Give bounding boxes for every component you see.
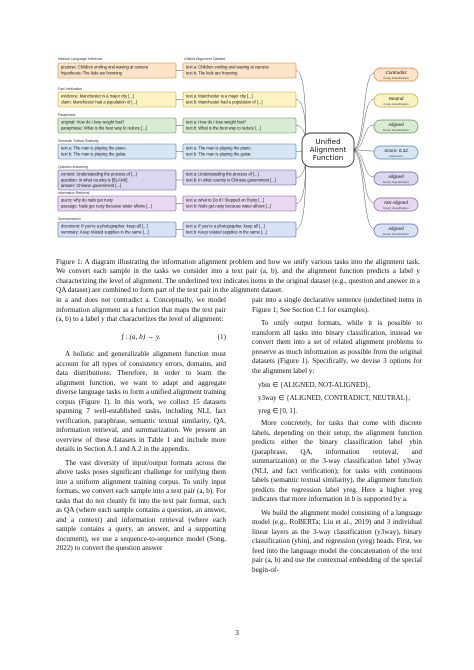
left-paragraph-3: The vast diversity of input/output formats across the above tasks poses significant challenge for unifying them into a uniform alignment training corpus. To unify input formats, we convert each sample into a text pair (a, b). For tasks that do not cleanly fit into the text pair format, such as QA (where each sample contains a question, an answer, and a context) and information retrieval (where each sample contains a query, an answer, and a supporting document), we use a sequence-to-sequence model (Song, 2022) to convert the question answer: [56, 458, 226, 552]
label-option-reg: yreg ∈ [0, 1].: [258, 407, 297, 415]
output-sub-label: binary classification: [382, 127, 410, 132]
mid-text-line: text a: Children smiling and waving at camera: [186, 64, 269, 70]
output-label: Contradict: [385, 69, 407, 75]
mid-text-line: text b: Manchester had a population of [...]: [186, 99, 263, 105]
left-text-line: document: If you're a photographer, keep all [...]: [61, 223, 148, 229]
mid-text-line: text b: The kids are frowning: [186, 70, 238, 76]
equation-text: f : (a, b) → y.: [121, 332, 161, 341]
mid-text-line: text b: Keep related supplies in the same [...]: [186, 229, 267, 235]
group-label: Paraphrase: [58, 113, 76, 117]
output-label: Not Aligned: [384, 199, 408, 205]
connector-to-output: [352, 150, 374, 203]
mid-text-line: text a: How do I lose weight fast?: [186, 119, 247, 125]
left-text-line: hypothesis: The kids are frowning: [61, 70, 122, 76]
right-paragraph-3: More concretely, for tasks that come with discrete labels, depending on their setup, the alignment function predicts either the binary classification label ybin (paraphrase, QA, information retrieval, and summarization) or the 3-way classification label y3way (NLI, and fact verification); for tasks with continuous labels (semantic textual similarity), the alignment function predicts the regression label yreg. Here a higher yreg indicates that more information in b is supported by a.: [252, 419, 422, 503]
left-text-line: question: In what country is [BLANK]: [61, 177, 128, 183]
group-label: Question Answering: [58, 165, 89, 169]
output-label: Score: 0.32: [384, 147, 408, 153]
function-label: Unified: [315, 137, 341, 146]
output-label: Neutral: [388, 95, 404, 101]
output-sub-label: 3-way classification: [383, 101, 409, 106]
mid-title: Unified Alignment Dataset: [184, 57, 226, 61]
group-label: Fact Verification: [58, 87, 83, 91]
left-title: Natural Language Inference: [58, 57, 103, 61]
output-label: Aligned: [388, 225, 404, 231]
output-sub-label: regression: [388, 153, 404, 158]
group-label: Summarization: [58, 217, 81, 221]
mid-text-line: text b: What is the best way to reduce [...]: [186, 125, 262, 131]
page-number: 3: [235, 628, 239, 637]
left-text-line: query: why do nails get rusty: [61, 197, 113, 203]
connector-to-output: [352, 99, 374, 150]
left-text-line: summary: Keep related supplies in the same [...]: [61, 229, 149, 235]
left-text-line: text a: The man is playing the piano.: [61, 145, 127, 151]
left-text-line: paraphrase: What is the best way to reduce [...]: [61, 125, 147, 131]
connector-to-output: [352, 73, 374, 150]
left-text-line: original: How do I lose weight fast?: [61, 119, 125, 125]
left-text-line: text b: The man is playing the guitar.: [61, 151, 127, 157]
left-text-line: premise: Children smiling and waving at camera: [61, 64, 149, 70]
mid-text-line: text a: Understanding the process of [...]: [186, 171, 259, 177]
alignment-diagram: [56, 54, 420, 258]
label-option-3way: y3way ∈ {ALIGNED, CONTRADICT, NEUTRAL},: [258, 394, 411, 402]
mid-text-line: text a: Manchester is a major city [...]: [186, 93, 253, 99]
right-paragraph-1: pair into a single declarative sentence (underlined items in Figure 1; See Section C.1 for examples).: [252, 296, 422, 314]
right-paragraph-4: We build the alignment model consisting of a language model (e.g., RoBERTa; Liu et al., 2019) and 3 individual linear layers as the 3-way classification (y3way), binary classification (ybin), and regression (yreg) heads. First, we feed into the language model the concatenation of the text pair (a, b) and use the contextual embedding of the special begin-of-: [252, 508, 422, 574]
group-label: Semantic Textual Similarity: [58, 139, 99, 143]
output-label: Aligned: [388, 121, 404, 127]
left-text-line: context: Understanding the process of [...]: [61, 171, 137, 177]
equation-1: [56, 333, 226, 343]
left-text-line: passage: Nails get rusty because water allows [...]: [61, 203, 152, 209]
left-paragraph-2: A holistic and generalizable alignment function must account for all types of consistency errors, domains, and data distributions. Therefore, in order to learn the alignment function, we want to adapt and aggregate diverse language tasks to form a unified alignment training corpus (Figure 1). In this work, we collect 15 datasets spanning 7 well-established tasks, including NLI, fact verification, paraphrase, semantic textual similarity, QA, information retrieval, and summarization. We present an overview of these datasets in Table 1 and include more details in Section A.1 and A.2 in the appendix.: [56, 350, 226, 453]
mid-text-line: text a: The man is playing the piano.: [186, 145, 252, 151]
function-label: Function: [312, 153, 344, 162]
label-option-bin: ybin ∈ {ALIGNED, NOT-ALIGNED},: [258, 381, 371, 389]
output-sub-label: 3-way classification: [383, 75, 409, 80]
mid-text-line: text b: The man is playing the guitar.: [186, 151, 252, 157]
left-text-line: answer: Chinese government [...]: [61, 183, 122, 189]
right-paragraph-2: To unify output formats, while it is possible to transform all tasks into binary classification, instead we convert them into a set of related alignment problems to preserve as much information as possible from the original datasets (Figure 1). Specifically, we devise 3 options for the alignment label y:: [252, 319, 422, 375]
mid-text-line: text a: If you're a photographer, keep all [...]: [186, 223, 265, 229]
left-text-line: claim: Manchester had a population of [...]: [61, 99, 138, 105]
output-label: Aligned: [388, 173, 404, 179]
left-column: [56, 296, 226, 558]
figure-1-diagram: [56, 54, 420, 258]
equation-number: (1): [217, 332, 226, 341]
group-label: Information Retrieval: [58, 191, 90, 195]
figure-caption: Figure 1: A diagram illustrating the information alignment problem and how we unify various tasks into the alignment task. We convert each sample in the tasks we consider into a text pair (a, b), and the alignment function predicts a label y characterizing the level of alignment. The underlined text indicates items in the original dataset (e.g., question and answer in a QA dataset) are combined to form part of the text pair in the alignment dataset.: [56, 258, 420, 295]
mid-text-line: text a: what to Do If I Stepped on Rusty [...]: [186, 197, 265, 203]
output-sub-label: binary classification: [382, 205, 410, 210]
output-sub-label: binary classification: [382, 179, 410, 184]
mid-text-line: text b: Nails get rusty because water allows [...]: [186, 203, 272, 209]
function-label: Alignment: [309, 145, 347, 154]
right-column: [252, 296, 422, 579]
mid-text-line: text b: In what country is Chinese government [...]: [186, 177, 276, 183]
left-paragraph-1: in a and does not contradict a. Conceptually, we model information alignment as a function that maps the text pair (a, b) to a label y that characterizes the level of alignment:: [56, 296, 226, 323]
left-text-line: evidence: Manchester is a major city [...]: [61, 93, 135, 99]
output-sub-label: binary classification: [382, 231, 410, 236]
